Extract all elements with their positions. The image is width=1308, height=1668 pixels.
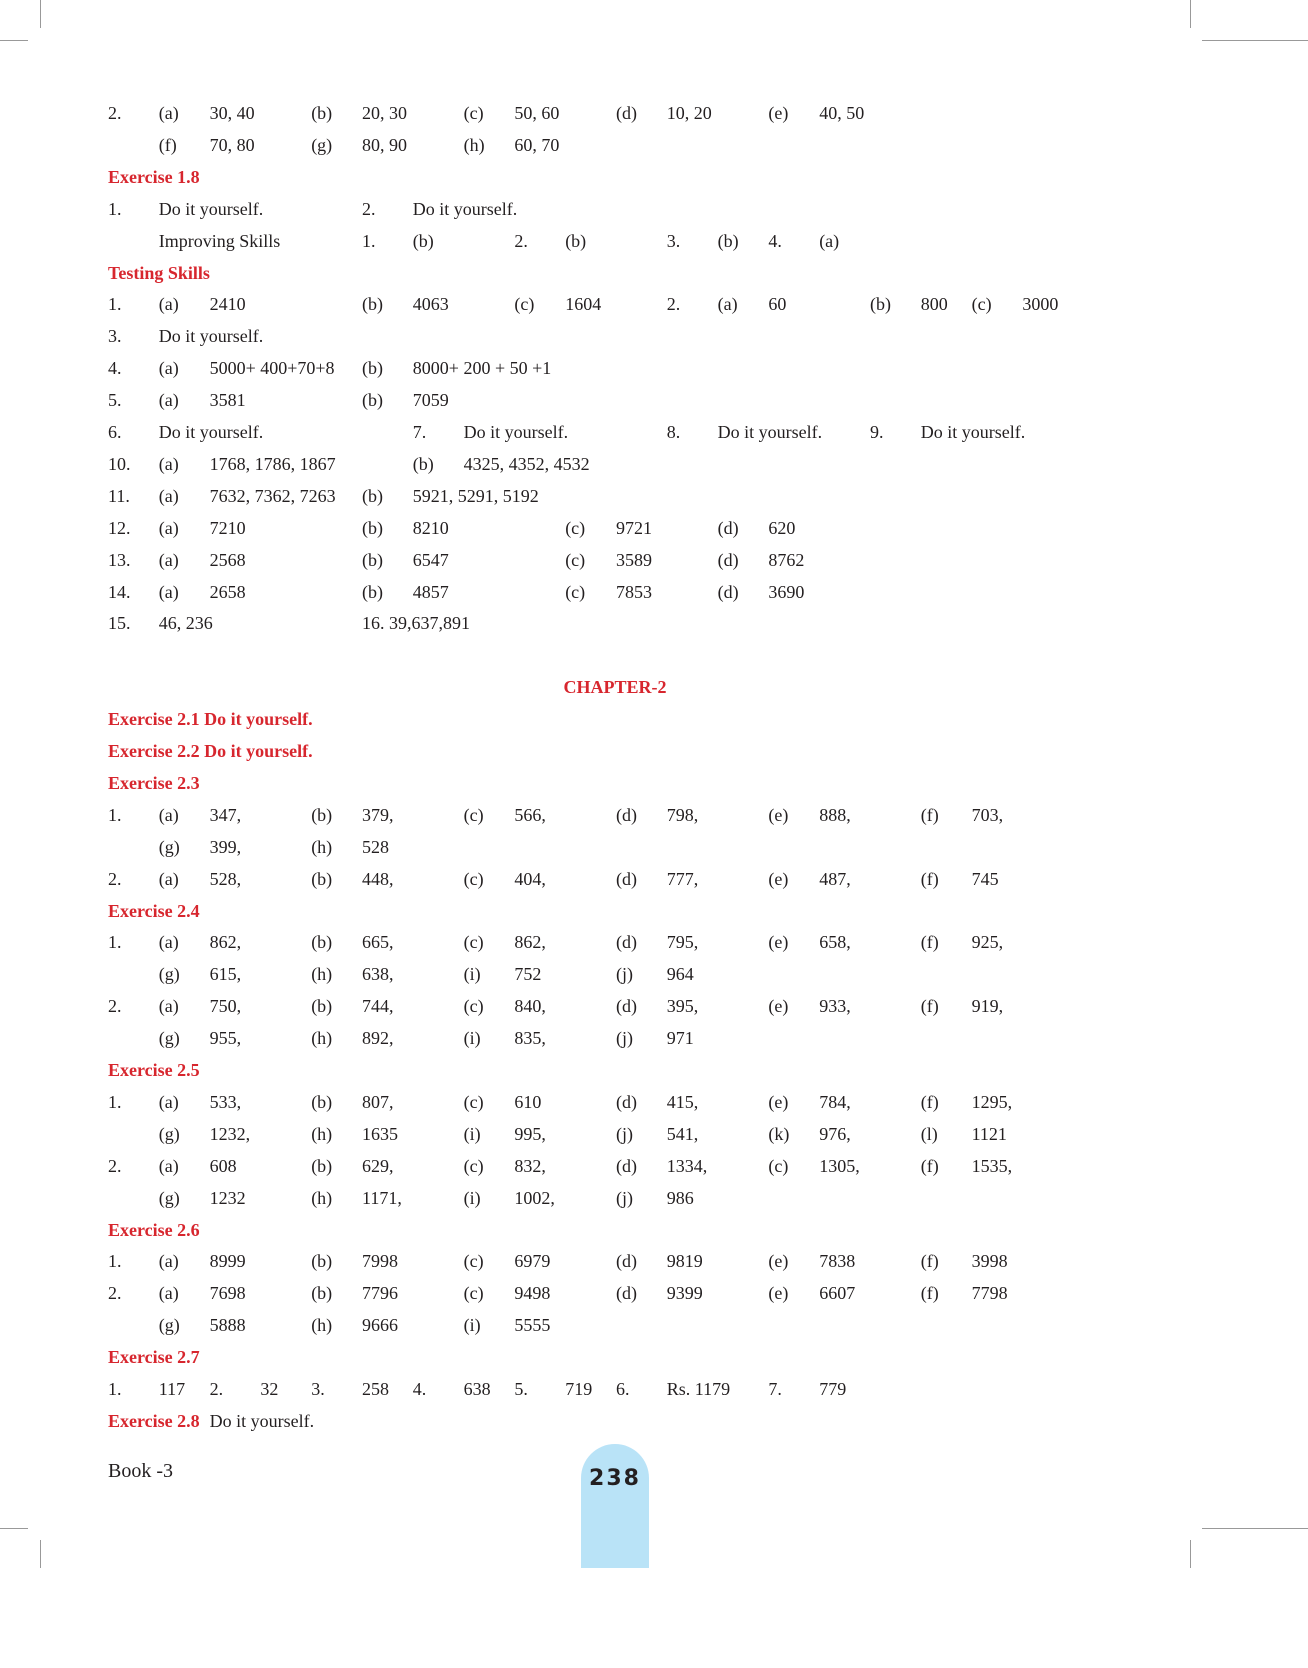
answer-cell: 2410 [209,294,246,315]
answer-cell: 658, [819,932,851,953]
answer-cell: 4. [108,358,122,379]
answer-cell: (f) [158,134,177,155]
answer-cell: 620 [768,517,796,538]
answer-cell: (i) [463,1028,481,1049]
answer-cell: 347, [209,804,242,825]
answer-cell: 638 [463,1379,491,1399]
answer-cell: (f) [920,868,939,889]
answer-cell: 964 [666,964,694,985]
answer-cell: 395, [666,996,699,1017]
answer-cell: (l) [920,1123,938,1144]
answer-cell: 862, [514,932,546,953]
answer-cell: (h) [311,1315,333,1336]
answer-cell: (a) [158,517,179,538]
crop-mark [0,40,28,41]
answer-cell: (b) [311,1091,333,1112]
answer-cell: (c) [463,932,484,953]
answer-cell: 7796 [362,1283,398,1304]
answer-cell: (c) [565,517,586,538]
answer-cell: (h) [311,836,333,857]
answer-cell: Do it yourself. [920,422,1026,442]
answer-cell: 6607 [819,1283,856,1304]
answer-cell: (c) [463,1091,484,1112]
answer-cell: 1635 [362,1123,398,1144]
answer-cell: (e) [768,103,789,123]
answer-cell: (i) [463,1187,481,1208]
answer-cell: (c) [463,868,484,889]
answer-cell: 7838 [819,1251,856,1272]
answer-cell: (h) [311,964,333,985]
answer-cell: (a) [158,1283,179,1304]
answer-cell: 40, 50 [819,103,865,123]
answer-cell: 2568 [209,549,246,570]
answer-cell: 629, [362,1155,394,1176]
answer-cell: (e) [768,804,789,825]
answer-cell: 8. [666,422,681,442]
answer-cell: 9. [870,422,884,442]
answer-cell: 9721 [616,517,652,538]
answer-cell: 995, [514,1123,546,1144]
answer-cell: (e) [768,996,789,1017]
answer-cell: 20, 30 [362,103,407,123]
exercise-heading: Exercise 2.8 [108,1410,200,1431]
answer-cell: Rs. 1179 [666,1379,731,1399]
answer-cell: 2. [108,1283,122,1304]
answer-cell: (f) [920,932,939,953]
answer-cell: 1604 [565,294,602,315]
answer-cell: 1171, [362,1187,402,1208]
exercise-heading: Testing Skills [108,262,210,283]
answer-cell: (b) [717,230,739,251]
answer-cell: 528, [209,868,242,889]
answer-cell: 7698 [209,1283,246,1304]
answer-cell: (c) [463,1155,484,1176]
answer-cell: (g) [158,1187,180,1208]
answer-cell: (d) [616,932,637,953]
answer-cell: 4. [768,230,782,251]
answer-cell: (c) [514,294,535,315]
answer-cell: 933, [819,996,851,1017]
answer-cell: (d) [616,1283,637,1304]
answer-cell: 4857 [412,581,449,602]
answer-cell: (a) [819,230,840,251]
answer-cell: 986 [666,1187,694,1208]
answer-cell: 1768, 1786, 1867 [209,453,336,474]
answer-cell: (h) [311,1187,333,1208]
answer-cell: (f) [920,1251,939,1272]
answer-cell: (a) [158,1251,179,1272]
answer-cell: 15. [108,613,131,634]
answer-cell: 1. [108,932,122,953]
answer-cell: (e) [768,868,789,889]
answer-cell: (f) [920,996,939,1017]
answer-cell: (f) [920,1283,939,1304]
answer-cell: 976, [819,1123,851,1144]
answer-cell: (g) [158,1123,180,1144]
answer-cell: (g) [158,1028,180,1049]
answer-cell: (j) [616,1028,633,1049]
answer-cell: (e) [768,1283,789,1304]
answer-cell: 2. [108,1155,122,1176]
crop-mark [1202,1528,1308,1529]
answer-cell: (j) [616,1123,633,1144]
answer-cell: 888, [819,804,851,825]
answer-cell: 258 [362,1379,389,1399]
answer-cell: (a) [158,1155,179,1176]
answer-cell: 2. [108,996,122,1017]
answer-cell: 3581 [209,390,246,411]
answer-cell: 892, [362,1028,394,1049]
answer-cell: 7. [768,1379,782,1399]
answer-cell: (g) [311,134,333,155]
answer-cell: 835, [514,1028,546,1049]
answer-cell: 3998 [971,1251,1008,1272]
answer-cell: 1. [108,804,122,825]
answer-cell: 487, [819,868,851,889]
answer-cell: 638, [362,964,394,985]
answer-cell: (b) [311,103,333,123]
answer-cell: (a) [158,549,179,570]
answer-cell: (e) [768,932,789,953]
answer-cell: 9666 [362,1315,398,1336]
answer-cell: (c) [463,1251,484,1272]
answer-cell: 971 [666,1028,694,1049]
answer-cell: 832, [514,1155,546,1176]
answer-cell: (d) [717,517,739,538]
answer-cell: 610 [514,1091,542,1112]
answer-cell: (g) [158,964,180,985]
answer-cell: (a) [158,103,179,123]
answer-cell: (b) [362,517,383,538]
answer-cell: 14. [108,581,131,602]
answer-cell: 5000+ 400+70+8 [209,358,335,379]
answer-cell: (d) [616,804,637,825]
answer-cell: 5888 [209,1315,246,1336]
answer-cell: 750, [209,996,242,1017]
answer-cell: 840, [514,996,546,1017]
answer-cell: (j) [616,964,633,985]
answer-cell: (c) [463,804,484,825]
answer-cell: 784, [819,1091,851,1112]
answer-cell: (b) [311,868,333,889]
crop-mark [1190,0,1191,28]
answer-cell: 3690 [768,581,805,602]
answer-cell: 2. [108,103,122,123]
answer-cell: 1. [108,198,122,219]
answer-cell: (b) [362,294,383,315]
answer-cell: (a) [158,453,179,474]
exercise-heading: Exercise 2.2 Do it yourself. [108,741,313,761]
answer-cell: (b) [311,996,333,1017]
page-number-badge [581,1444,649,1568]
answer-cell: 8000+ 200 + 50 +1 [412,358,552,379]
answer-cell: (d) [616,868,637,889]
answer-cell: 925, [971,932,1004,953]
answer-cell: 779 [819,1379,847,1399]
answer-cell: (j) [616,1187,633,1208]
answer-cell: Improving Skills [158,230,281,251]
answer-cell: (b) [311,1283,333,1304]
answer-cell: 70, 80 [209,134,255,155]
answer-cell: 1305, [819,1155,860,1176]
answer-cell: 2. [108,868,122,889]
answer-cell: (b) [311,1251,333,1272]
answer-cell: (b) [311,1155,333,1176]
answer-cell: 745 [971,868,999,889]
answer-cell: 5555 [514,1315,551,1336]
answer-cell: 800 [920,294,948,315]
answer-cell: (a) [158,1091,179,1112]
answer-cell: 1002, [514,1187,555,1208]
answer-cell: 30, 40 [209,103,255,123]
answer-cell: (a) [158,581,179,602]
answer-cell: (b) [362,581,383,602]
answer-cell: Do it yourself. [412,198,518,219]
answer-cell: 665, [362,932,394,953]
exercise-heading: Exercise 2.6 [108,1219,200,1240]
answer-cell: (h) [311,1123,333,1144]
answer-cell: 1121 [971,1123,1007,1144]
answer-cell: 955, [209,1028,242,1049]
answer-cell: 1232, [209,1123,251,1144]
answer-cell: 8210 [412,517,449,538]
answer-cell: (b) [362,390,383,411]
answer-cell: 9498 [514,1283,551,1304]
page-number: 238 [589,1466,641,1491]
answer-cell: 7632, 7362, 7263 [209,485,336,506]
answer-cell: 7059 [412,390,449,411]
answer-cell: 1. [108,1251,122,1272]
answer-cell: (a) [158,294,179,315]
answer-cell: 777, [666,868,699,889]
answer-cell: (b) [311,804,333,825]
answer-cell: (a) [158,932,179,953]
answer-cell: 2. [514,230,528,251]
answer-cell: 117 [158,1379,186,1399]
answer-cell: (a) [158,996,179,1017]
answer-cell: 919, [971,996,1004,1017]
answer-cell: (f) [920,1091,939,1112]
answer-cell: 2658 [209,581,246,602]
answer-cell: (a) [158,358,179,379]
answer-cell: (c) [463,996,484,1017]
answer-cell: 6547 [412,549,449,570]
answer-cell: 1334, [666,1155,708,1176]
answer-cell: 8762 [768,549,805,570]
crop-mark [1190,1540,1191,1568]
answer-cell: (b) [870,294,891,315]
answer-cell: 6. [108,422,122,442]
answer-cell: 862, [209,932,242,953]
answer-cell: 6979 [514,1251,551,1272]
answer-cell: (d) [616,1091,637,1112]
answer-cell: (d) [717,581,739,602]
answer-cell: (i) [463,1315,481,1336]
answer-cell: (b) [412,453,434,474]
answer-cell: (i) [463,964,481,985]
answer-cell: (b) [362,358,383,379]
answer-cell: 3. [311,1379,325,1399]
answer-cell: Do it yourself. [717,422,823,442]
answer-cell: (b) [311,932,333,953]
answer-cell: 1535, [971,1155,1013,1176]
answer-cell: 541, [666,1123,699,1144]
answer-cell: (e) [768,1091,789,1112]
answer-cell: 608 [209,1155,237,1176]
answer-cell: 7. [412,422,427,442]
exercise-heading: Exercise 2.5 [108,1060,200,1080]
answer-cell: 9399 [666,1283,703,1304]
answer-cell: 9819 [666,1251,703,1272]
answer-cell: (a) [158,390,179,411]
answer-cell: (b) [362,549,383,570]
answer-cell: 50, 60 [514,103,560,123]
answer-cell: 752 [514,964,542,985]
answer-cell: (h) [463,134,485,155]
crop-mark [40,1540,41,1568]
answer-cell: 60, 70 [514,134,560,155]
answer-cell: 60 [768,294,787,315]
answer-cell: (f) [920,804,939,825]
answer-cell: 1. [108,294,122,315]
answer-cell: 80, 90 [362,134,407,155]
answer-cell: 798, [666,804,699,825]
answer-cell: (h) [311,1028,333,1049]
answer-cell: (a) [158,485,179,506]
answer-cell: (d) [616,1155,637,1176]
answer-cell: (a) [158,804,179,825]
crop-mark [0,1528,28,1529]
answer-cell: 719 [565,1379,593,1399]
answer-cell: 2. [666,294,681,315]
answer-cell: (c) [463,103,484,123]
answer-cell: 5. [514,1379,528,1399]
answer-cell: (d) [616,1251,637,1272]
answer-cell: 807, [362,1091,394,1112]
answer-cell: 2. [362,198,376,219]
crop-mark [1202,40,1308,41]
exercise-heading: Exercise 2.1 Do it yourself. [108,709,313,730]
answer-cell: 1232 [209,1187,246,1208]
exercise-heading: Exercise 1.8 [108,166,200,187]
answer-cell: 8999 [209,1251,246,1272]
answer-cell: 7998 [362,1251,398,1272]
answer-cell: 3. [108,326,122,347]
answer-cell: 615, [209,964,242,985]
answer-cell: 566, [514,804,546,825]
answer-cell: 32 [260,1379,279,1399]
answer-cell: 16. 39,637,891 [362,613,470,634]
answer-cell: 6. [616,1379,630,1399]
answer-cell: (b) [362,485,383,506]
answer-cell: 404, [514,868,546,889]
answer-cell: 1. [108,1091,122,1112]
answer-cell: (d) [616,103,637,123]
answer-cell: (a) [717,294,738,315]
answer-cell: Do it yourself. [463,422,569,442]
answer-cell: 379, [362,804,394,825]
answer-cell: 2. [209,1379,224,1399]
answer-cell: 533, [209,1091,242,1112]
answer-cell: Do it yourself. [209,1410,315,1431]
answer-cell: 1. [108,1379,122,1399]
answer-cell: 399, [209,836,242,857]
answer-cell: 4325, 4352, 4532 [463,453,590,474]
answer-cell: (k) [768,1123,790,1144]
answer-cell: 5921, 5291, 5192 [412,485,539,506]
answer-cell: (f) [920,1155,939,1176]
answer-cell: 11. [108,485,130,506]
answer-cell: (c) [971,294,992,315]
answer-cell: 703, [971,804,1004,825]
exercise-heading: Exercise 2.3 [108,772,200,793]
answer-cell: (g) [158,1315,180,1336]
answer-cell: 7210 [209,517,246,538]
answer-cell: (c) [463,1283,484,1304]
answer-cell: Do it yourself. [158,326,264,347]
answer-cell: 415, [666,1091,699,1112]
chapter-title: CHAPTER-2 [563,677,667,698]
answer-cell: (a) [158,868,179,889]
answer-cell: (c) [768,1155,789,1176]
answer-cell: 4. [412,1379,427,1399]
answer-cell: 3589 [616,549,652,570]
answer-cell: 12. [108,517,131,538]
answer-cell: (c) [565,581,586,602]
answer-cell: (b) [412,230,434,251]
answer-cell: (b) [565,230,587,251]
answer-cell: (g) [158,836,180,857]
answer-cell: 744, [362,996,394,1017]
answer-cell: 3000 [1022,294,1059,315]
answer-cell: 1. [362,230,376,251]
answer-cell: 528 [362,836,389,857]
answer-cell: 795, [666,932,699,953]
answer-cell: 7853 [616,581,652,602]
answer-cell: 13. [108,549,131,570]
exercise-heading: Exercise 2.4 [108,900,200,921]
answer-cell: Do it yourself. [158,422,264,442]
answer-cell: (e) [768,1251,789,1272]
answer-cell: (d) [717,549,739,570]
answer-cell: 46, 236 [158,613,213,634]
exercise-heading: Exercise 2.7 [108,1347,200,1368]
answer-cell: (c) [565,549,586,570]
answer-cell: 3. [666,230,681,251]
answer-cell: (d) [616,996,637,1017]
answer-cell: (i) [463,1123,481,1144]
answer-cell: 5. [108,390,122,411]
answer-cell: 1295, [971,1091,1013,1112]
answer-cell: 448, [362,868,394,889]
answer-cell: 10. [108,453,131,474]
answer-cell: 4063 [412,294,449,315]
answer-cell: 10, 20 [666,103,712,123]
book-label: Book -3 [108,1460,173,1482]
answer-cell: 7798 [971,1283,1008,1304]
answer-cell: Do it yourself. [158,198,264,219]
crop-mark [40,0,41,28]
